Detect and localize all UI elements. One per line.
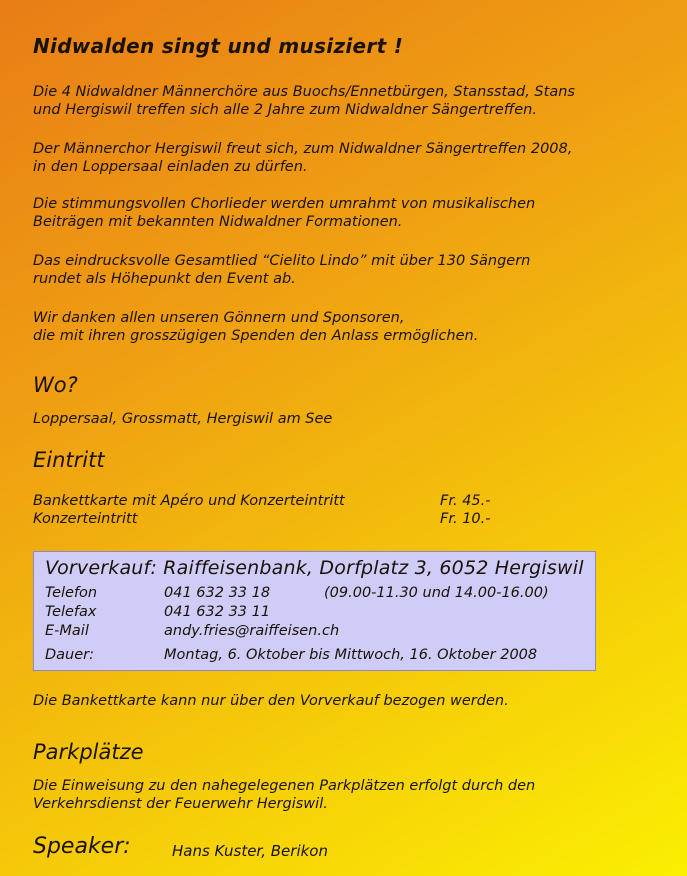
email-label: E-Mail (45, 623, 89, 639)
ticket-price-bankett: Fr. 45.- (440, 493, 491, 509)
bankett-note: Die Bankettkarte kann nur über den Vorverkauf bezogen werden. (33, 693, 509, 709)
telefax-label: Telefax (45, 604, 97, 620)
eintritt-heading: Eintritt (33, 448, 105, 472)
page-title: Nidwalden singt und musiziert ! (33, 34, 404, 58)
vorverkauf-box (33, 551, 596, 671)
parkplaetze-text: Die Einweisung zu den nahegelegenen Parkplätzen erfolgt durch den Verkehrsdienst der Feuerwehr Hergiswil. (33, 778, 536, 812)
parkplaetze-heading: Parkplätze (33, 740, 144, 764)
ticket-label-konzert: Konzerteintritt (33, 511, 138, 527)
intro-paragraph-highlight: Das eindrucksvolle Gesamtlied “Cielito Lindo” mit über 130 Sängern rundet als Höhepunkt den Event ab. (33, 253, 531, 287)
intro-paragraph-sponsors: Wir danken allen unseren Gönnern und Sponsoren, die mit ihren grosszügigen Spenden den Anlass ermöglichen. (33, 310, 479, 344)
intro-paragraph-invitation: Der Männerchor Hergiswil freut sich, zum Nidwaldner Sängertreffen 2008, in den Loppersaal einladen zu dürfen. (33, 141, 573, 175)
dauer-value: Montag, 6. Oktober bis Mittwoch, 16. Oktober 2008 (164, 647, 538, 663)
wo-location: Loppersaal, Grossmatt, Hergiswil am See (33, 411, 333, 427)
email-link[interactable]: andy.fries@raiffeisen.ch (164, 623, 340, 639)
ticket-price-konzert: Fr. 10.- (440, 511, 491, 527)
telefon-label: Telefon (45, 585, 98, 601)
telefon-value: 041 632 33 18 (164, 585, 271, 601)
wo-heading: Wo? (33, 373, 78, 397)
speaker-name: Hans Kuster, Berikon (172, 842, 328, 860)
intro-paragraph-choirs: Die 4 Nidwaldner Männerchöre aus Buochs/Ennetbürgen, Stansstad, Stans und Hergiswil treffen sich alle 2 Jahre zum Nidwaldner Sängertreffen. (33, 84, 575, 118)
ticket-label-bankett: Bankettkarte mit Apéro und Konzerteintritt (33, 493, 345, 509)
speaker-label: Speaker: (33, 834, 131, 859)
telefax-value: 041 632 33 11 (164, 604, 271, 620)
vorverkauf-title: Vorverkauf: Raiffeisenbank, Dorfplatz 3, 6052 Hergiswil (45, 557, 584, 579)
dauer-label: Dauer: (45, 647, 95, 663)
intro-paragraph-program: Die stimmungsvollen Chorlieder werden umrahmt von musikalischen Beiträgen mit bekannten Nidwaldner Formationen. (33, 196, 536, 230)
opening-hours: (09.00-11.30 und 14.00-16.00) (324, 585, 549, 601)
